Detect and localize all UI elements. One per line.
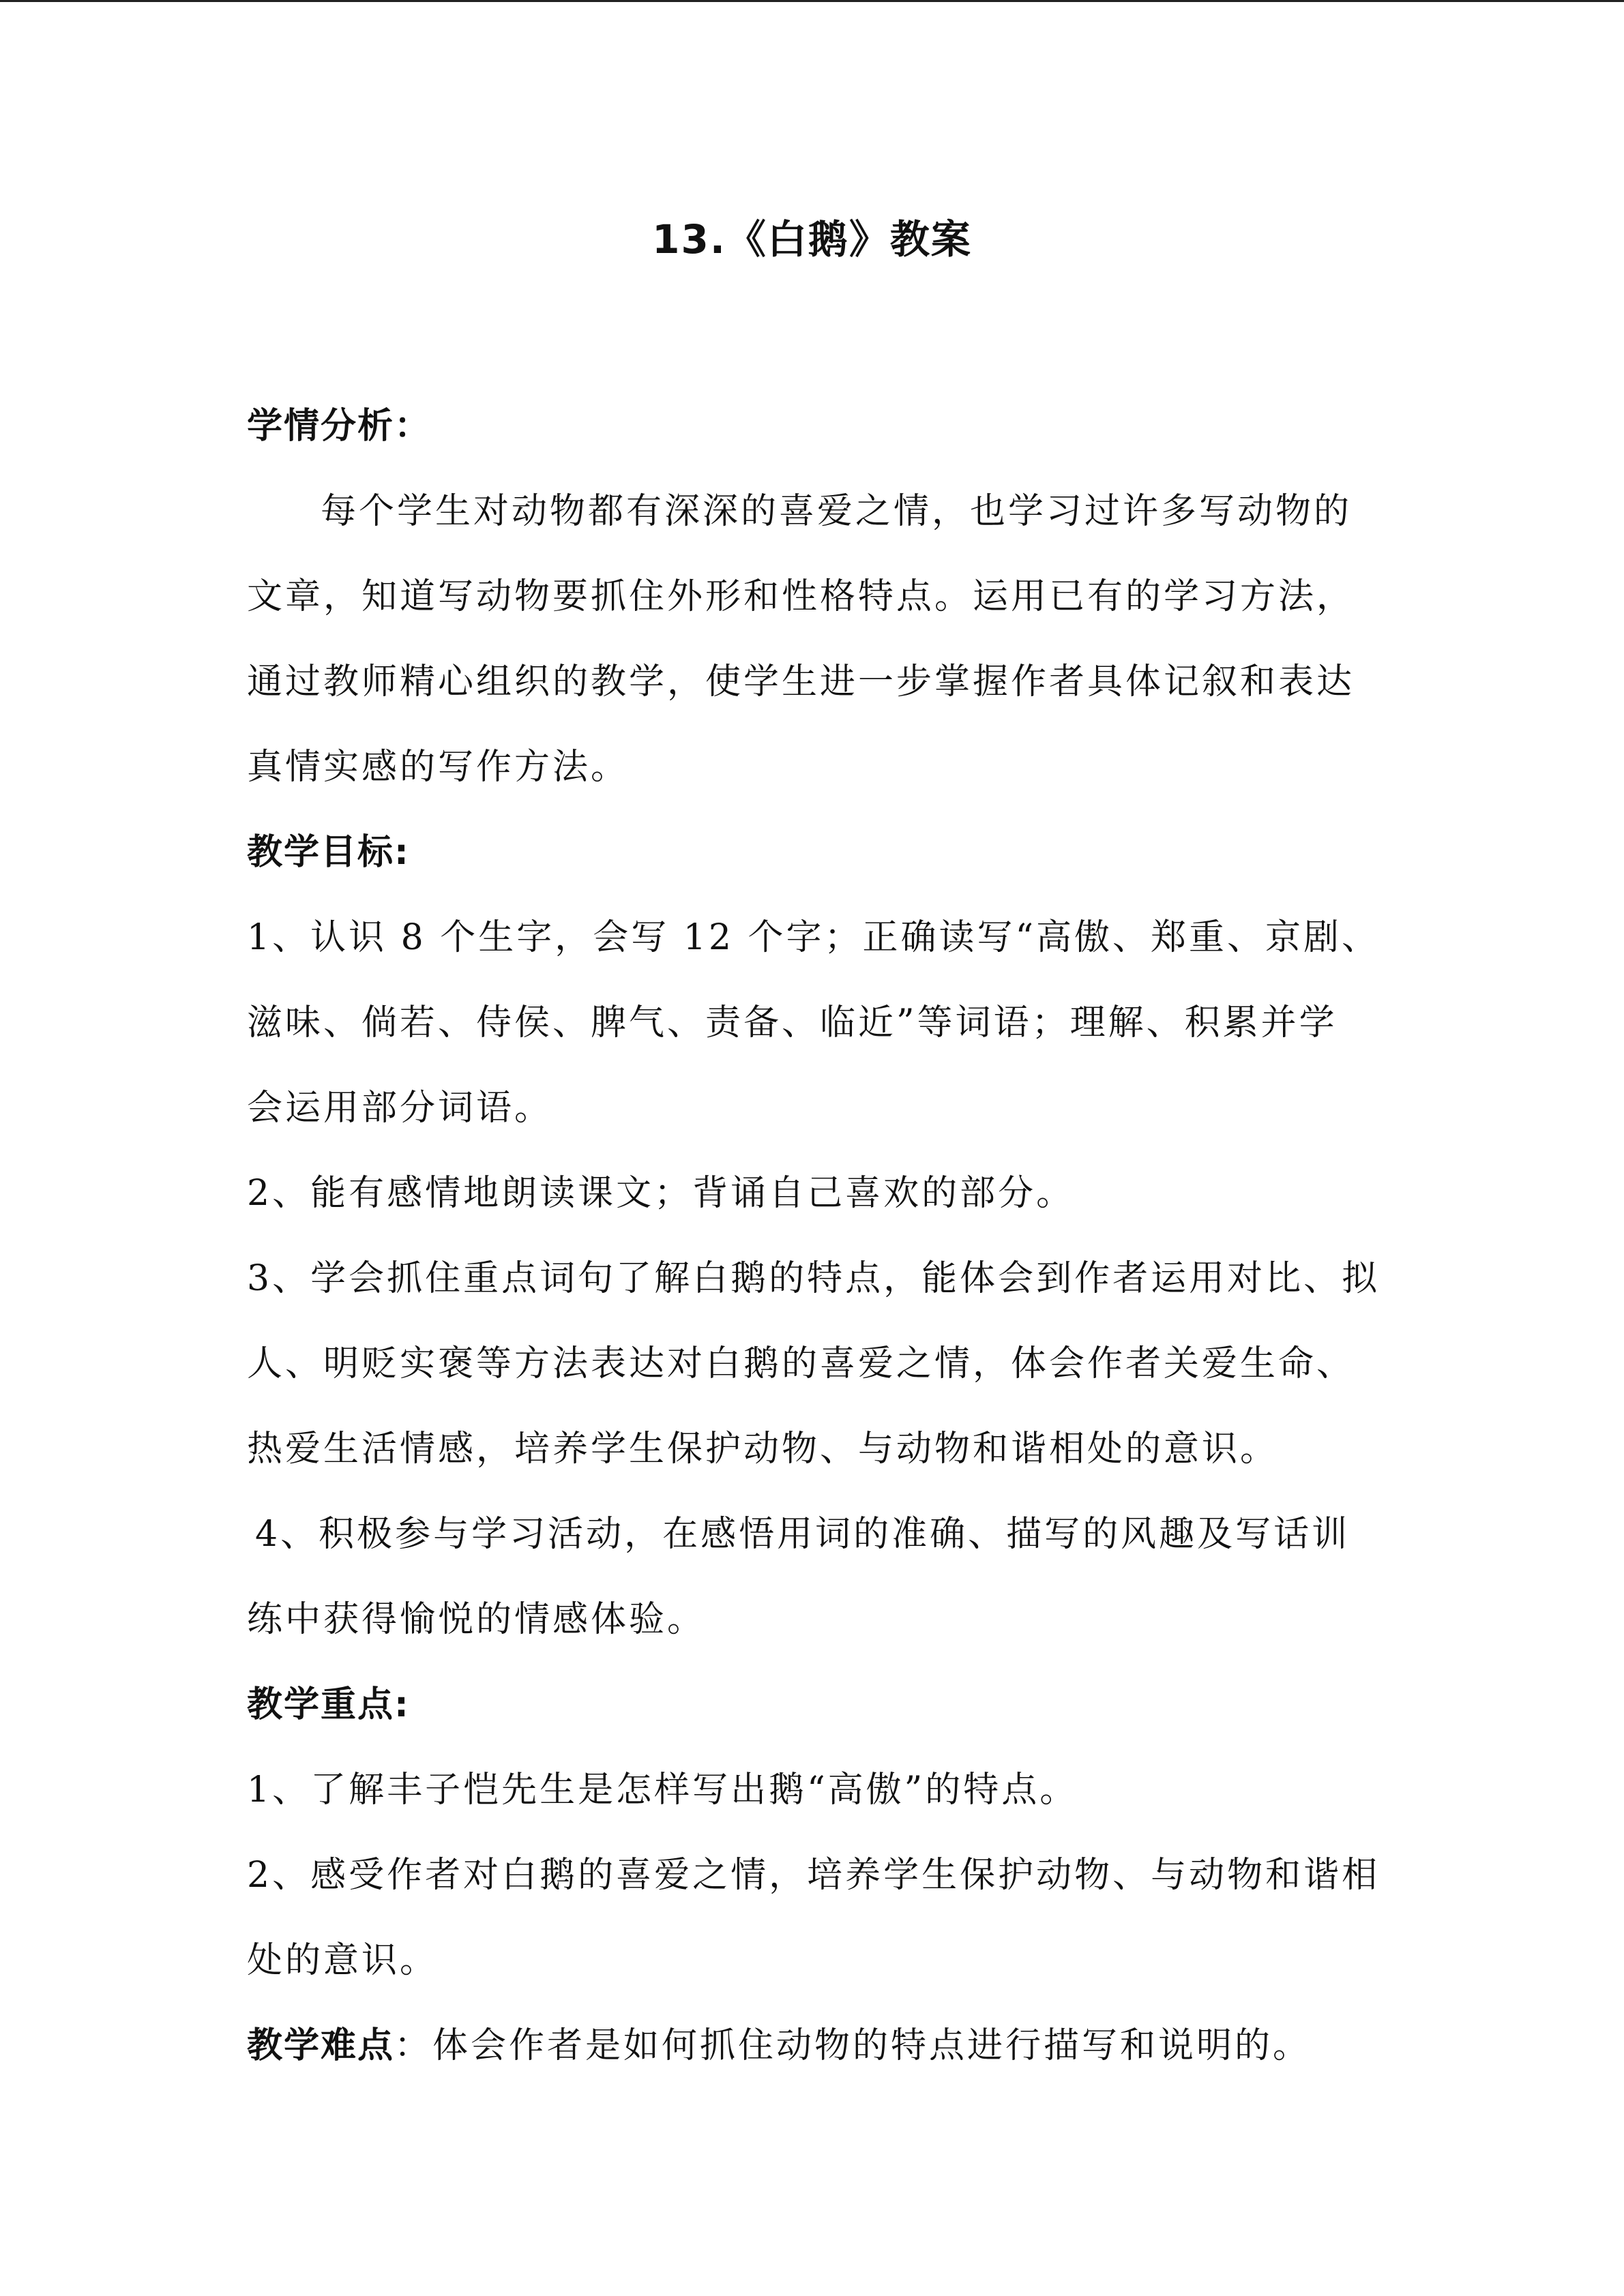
paragraph-line: 1、认识 8 个生字，会写 12 个字；正确读写“高傲、郑重、京剧、 <box>247 917 1381 958</box>
paragraph-line: 文章，知道写动物要抓住外形和性格特点。运用已有的学习方法， <box>247 576 1355 617</box>
document-body <box>247 384 1379 2089</box>
paragraph-line: 2、感受作者对白鹅的喜爱之情，培养学生保护动物、与动物和谐相 <box>247 1855 1381 1896</box>
paragraph-line: 人、明贬实褒等方法表达对白鹅的喜爱之情，体会作者关爱生命、 <box>247 1343 1355 1384</box>
section-heading-difficulty: 教学难点 <box>247 2025 395 2066</box>
paragraph-line: 每个学生对动物都有深深的喜爱之情，也学习过许多写动物的 <box>321 491 1353 532</box>
section-heading-keypoints: 教学重点: <box>247 1684 410 1725</box>
paragraph-line: 练中获得愉悦的情感体验。 <box>247 1599 706 1640</box>
paragraph-line: 热爱生活情感，培养学生保护动物、与动物和谐相处的意识。 <box>247 1429 1279 1470</box>
difficulty-text: ：体会作者是如何抓住动物的特点进行描写和说明的。 <box>394 2025 1312 2066</box>
page-title: 13.《白鹅》教案 <box>652 216 972 263</box>
paragraph-line: 4、积极参与学习活动，在感悟用词的准确、描写的风趣及写话训 <box>255 1514 1350 1555</box>
paragraph-line: 真情实感的写作方法。 <box>247 747 630 788</box>
paragraph-line: 会运用部分词语。 <box>247 1088 553 1129</box>
difficulty-line <box>247 2003 1379 2089</box>
paragraph-line: 2、能有感情地朗读课文；背诵自己喜欢的部分。 <box>247 1173 1075 1214</box>
paragraph-line: 1、了解丰子恺先生是怎样写出鹅“高傲”的特点。 <box>247 1770 1078 1810</box>
section-heading-analysis: 学情分析： <box>247 406 432 447</box>
paragraph-line: 滋味、倘若、侍侯、脾气、责备、临近”等词语；理解、积累并学 <box>247 1002 1338 1043</box>
section-heading-goals: 教学目标: <box>247 832 410 873</box>
paragraph-line: 3、学会抓住重点词句了解白鹅的特点，能体会到作者运用对比、拟 <box>247 1258 1381 1299</box>
paragraph-line: 处的意识。 <box>247 1940 439 1981</box>
paragraph-line: 通过教师精心组织的教学，使学生进一步掌握作者具体记叙和表达 <box>247 661 1355 702</box>
